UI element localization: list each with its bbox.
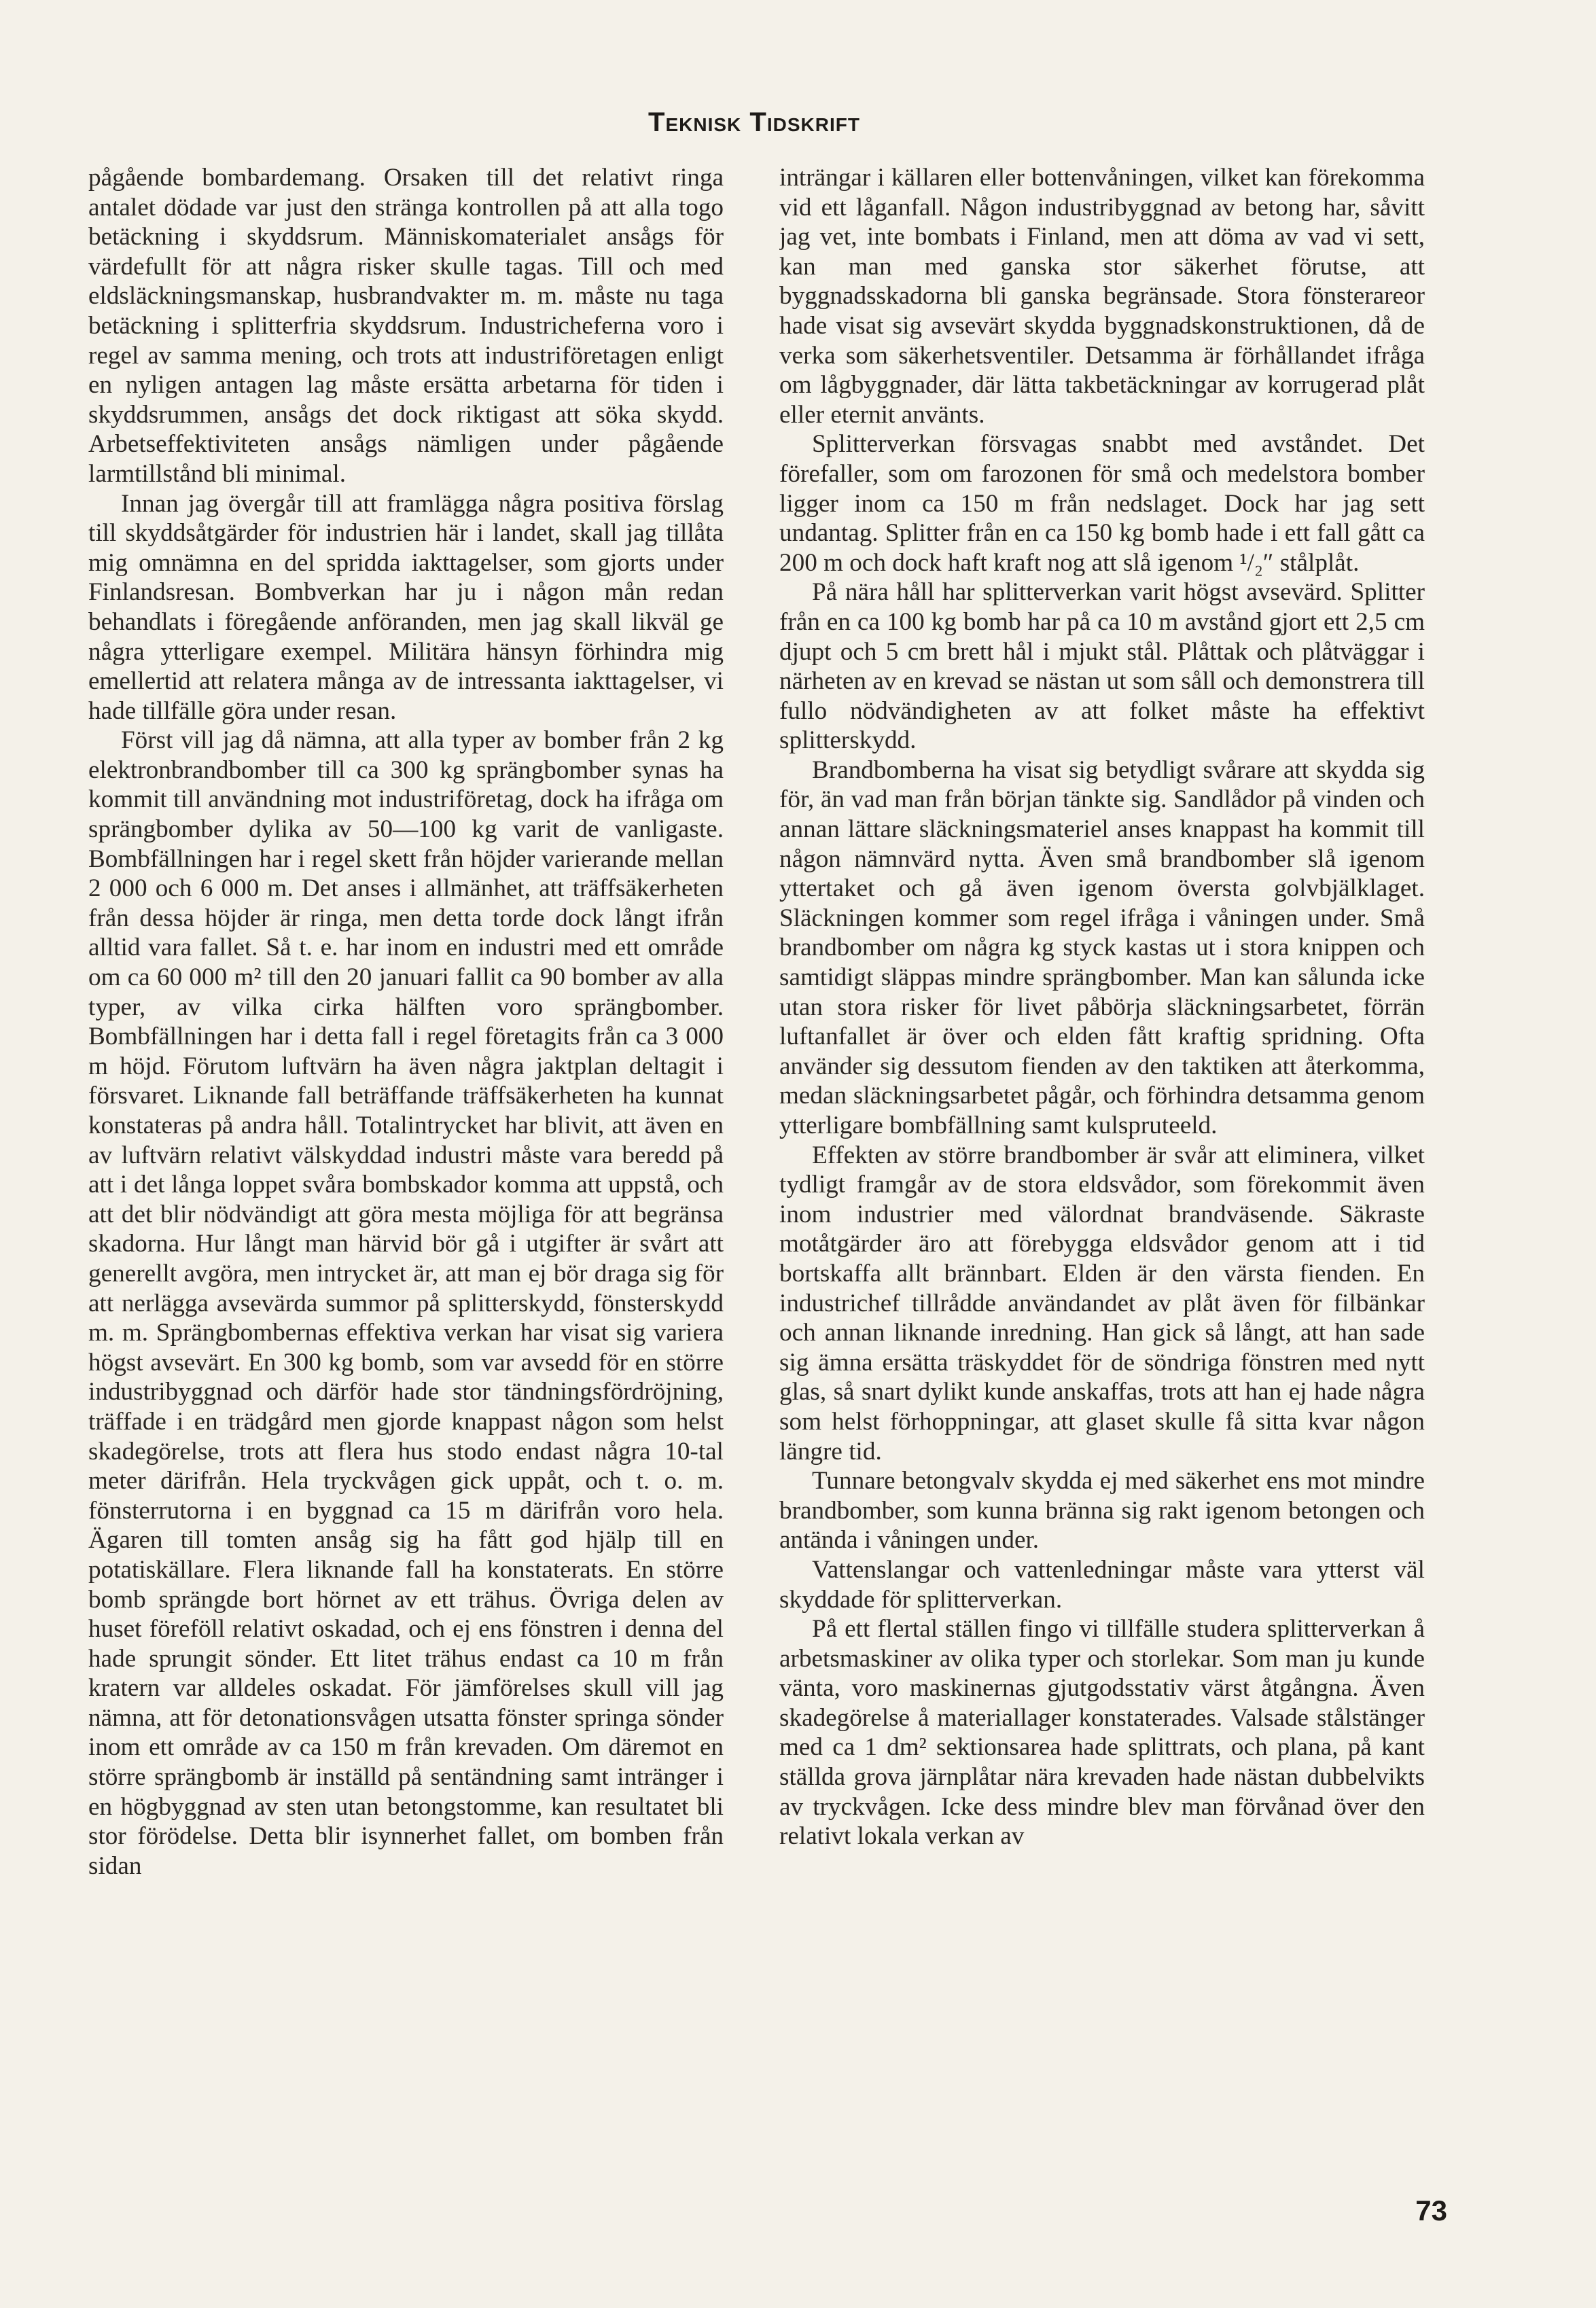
right-column — [779, 163, 1425, 2161]
paragraph: Vattenslangar och vattenledningar måste vara ytterst väl skyddade för splitterverkan. — [779, 1555, 1425, 1614]
paragraph: På nära håll har splitterverkan varit högst avsevärd. Splitter från en ca 100 kg bomb har på ca 10 m avstånd gjort ett 2,5 cm djupt och 5 cm brett hål i mjukt stål. Plåttak och plåtväggar i närheten av en krevad se nästan ut som såll och demonstrera till fullo nödvändigheten av att folket måste ha effektivt splitterskydd. — [779, 578, 1425, 755]
left-column — [88, 163, 724, 2161]
running-header: Teknisk Tidskrift — [648, 107, 860, 137]
paragraph: På ett flertal ställen fingo vi tillfälle studera splitterverkan å arbetsmaskiner av olika typer och storlekar. Som man ju kunde vänta, voro maskinernas gjutgodsstativ värst åtgångna. Även skadegörelse å materiallager konstaterades. Valsade stålstänger med ca 1 dm² sektionsarea hade splittrats, och plana, på kant ställda grova järnplåtar nära krevaden hade nästan dubbelvikts av tryckvågen. Icke dess mindre blev man förvånad över den relativt lokala verkan av — [779, 1615, 1425, 1851]
paragraph: Innan jag övergår till att framlägga några positiva förslag till skyddsåtgärder för industrien här i landet, skall jag tillåta mig omnämna en del spridda iakttagelser, som gjorts under Finlandsresan. Bombverkan har ju i någon mån redan behandlats i föregående anföranden, men jag skall likväl ge några ytterligare exempel. Militära hänsyn förhindra mig emellertid att relatera många av de intressanta iakttagelser, vi hade tillfälle göra under resan. — [88, 489, 724, 725]
paragraph: inträngar i källaren eller bottenvåningen, vilket kan förekomma vid ett låganfall. Någon industribyggnad av betong har, såvitt jag vet, inte bombats i Finland, men att döma av vad vi sett, kan man med ganska stor säkerhet förutse, att byggnadsskadorna bli ganska begränsade. Stora fönsterareor hade visat sig avsevärt skydda byggnadskonstruktionen, då de verka som säkerhetsventiler. Detsamma är förhållandet ifråga om lågbyggnader, där lätta takbetäckningar av korrugerad plåt eller eternit använts. — [779, 164, 1425, 429]
paragraph: Brandbomberna ha visat sig betydligt svårare att skydda sig för, än vad man från början tänkte sig. Sandlådor på vinden och annan lättare släckningsmateriel anses knappast ha kommit till någon nämnvärd nytta. Även små brandbomber slå igenom yttertaket och gå även igenom översta golvbjälklaget. Släckningen kommer som regel ifråga i våningen under. Små brandbomber om några kg styck kastas ut i stora knippen och samtidigt släppas mindre sprängbomber. Man kan sålunda icke utan stora risker för livet påbörja släckningsarbetet, förrän luftanfallet är över och elden fått kraftig spridning. Ofta använder sig dessutom fienden av den taktiken att återkomma, medan släckningsarbetet pågår, och förhindra detsamma genom ytterligare bombfällning samt kulspruteeld. — [779, 756, 1425, 1139]
page-number: 73 — [1415, 2195, 1447, 2226]
paragraph: Splitterverkan försvagas snabbt med avståndet. Det förefaller, som om farozonen för små och medelstora bomber ligger inom ca 150 m från nedslaget. Dock har jag sett undantag. Splitter från en ca 150 kg bomb hade i ett fall gått ca 200 m och dock haft kraft nog att slå igenom ¹/₂″ stålplåt. — [779, 430, 1425, 577]
paragraph: pågående bombardemang. Orsaken till det relativt ringa antalet dödade var just den stränga kontrollen på att alla togo betäckning i skyddsrum. Människomaterialet ansågs för värdefullt för att några risker skulle tagas. Till och med eldsläckningsmanskap, husbrandvakter m. m. måste nu taga betäckning i splitterfria skyddsrum. Industricheferna voro i regel av samma mening, och trots att industriföretagen enligt en nyligen antagen lag måste ersätta arbetarna för tiden i skyddsrummen, ansågs det dock riktigast att söka skydd. Arbetseffektiviteten ansågs nämligen under pågående larmtillstånd bli minimal. — [88, 164, 724, 488]
paragraph: Effekten av större brandbomber är svår att eliminera, vilket tydligt framgår av de stora eldsvådor, som förekommit även inom industrier med välordnat brandväsende. Säkraste motåtgärder äro att förebygga eldsvådor genom att i tid bortskaffa allt brännbart. Elden är den värsta fienden. En industrichef tillrådde användandet av plåt även för filbänkar och annan liknande inredning. Han gick så långt, att han sade sig ämna ersätta träskyddet för de söndriga fönstren med nytt glas, så snart dylikt kunde anskaffas, trots att han ej hade några som helst förhoppningar, att glaset skulle få sitta kvar någon längre tid. — [779, 1141, 1425, 1466]
paragraph: Först vill jag då nämna, att alla typer av bomber från 2 kg elektronbrandbomber till ca 300 kg sprängbomber synas ha kommit till användning mot industriföretag, dock ha ifråga om sprängbomber dylika av 50—100 kg varit de vanligaste. Bombfällningen har i regel skett från höjder varierande mellan 2 000 och 6 000 m. Det anses i allmänhet, att träffsäkerheten från dessa höjder är ringa, men detta torde dock långt ifrån alltid vara fallet. Så t. e. har inom en industri med ett område om ca 60 000 m² till den 20 januari fallit ca 90 bomber av alla typer, av vilka cirka hälften voro sprängbomber. Bombfällningen har i detta fall i regel företagits från ca 3 000 m höjd. Förutom luftvärn ha även några jaktplan deltagit i försvaret. Liknande fall beträffande träffsäkerheten ha kunnat konstateras på andra håll. Totalintrycket har blivit, att även en av luftvärn relativt välskyddad industri måste vara beredd på att i det långa loppet svåra bombskador komma att uppstå, och att det blir nödvändigt att göra mesta möjliga för att begränsa skadorna. Hur långt man härvid bör gå i utgifter är svårt att generellt avgöra, men intrycket är, att man ej bör draga sig för att nerlägga avsevärda summor på splitterskydd, fönsterskydd m. m. Sprängbombernas effektiva verkan har visat sig variera högst avsevärt. En 300 kg bomb, som var avsedd för en större industribyggnad och därför hade stor tändningsfördröjning, träffade i en trädgård men gjorde knappast någon som helst skadegörelse, trots att flera hus stodo endast några 10-tal meter därifrån. Hela tryckvågen gick uppåt, och t. o. m. fönsterrutorna i en byggnad ca 15 m därifrån voro hela. Ägaren till tomten ansåg sig ha fått god hjälp till en potatiskällare. Flera liknande fall ha konstaterats. En större bomb sprängde bort hörnet av ett trähus. Övriga delen av huset föreföll relativt oskadad, och ej ens fönstren i denna del hade sprungit sönder. Ett litet trähus endast ca 10 m från kratern var alldeles oskadat. För jämförelses skull vill jag nämna, att för detonationsvågen utsatta fönster springa sönder inom ett område av ca 150 m från krevaden. Om däremot en större sprängbomb är inställd på sentändning samt intränger i en högbyggnad av sten utan betongstomme, kan resultatet bli stor förödelse. Detta blir isynnerhet fallet, om bomben från sidan — [88, 726, 724, 1880]
paragraph: Tunnare betongvalv skydda ej med säkerhet ens mot mindre brandbomber, som kunna bränna sig rakt igenom betongen och antända i våningen under. — [779, 1467, 1425, 1555]
